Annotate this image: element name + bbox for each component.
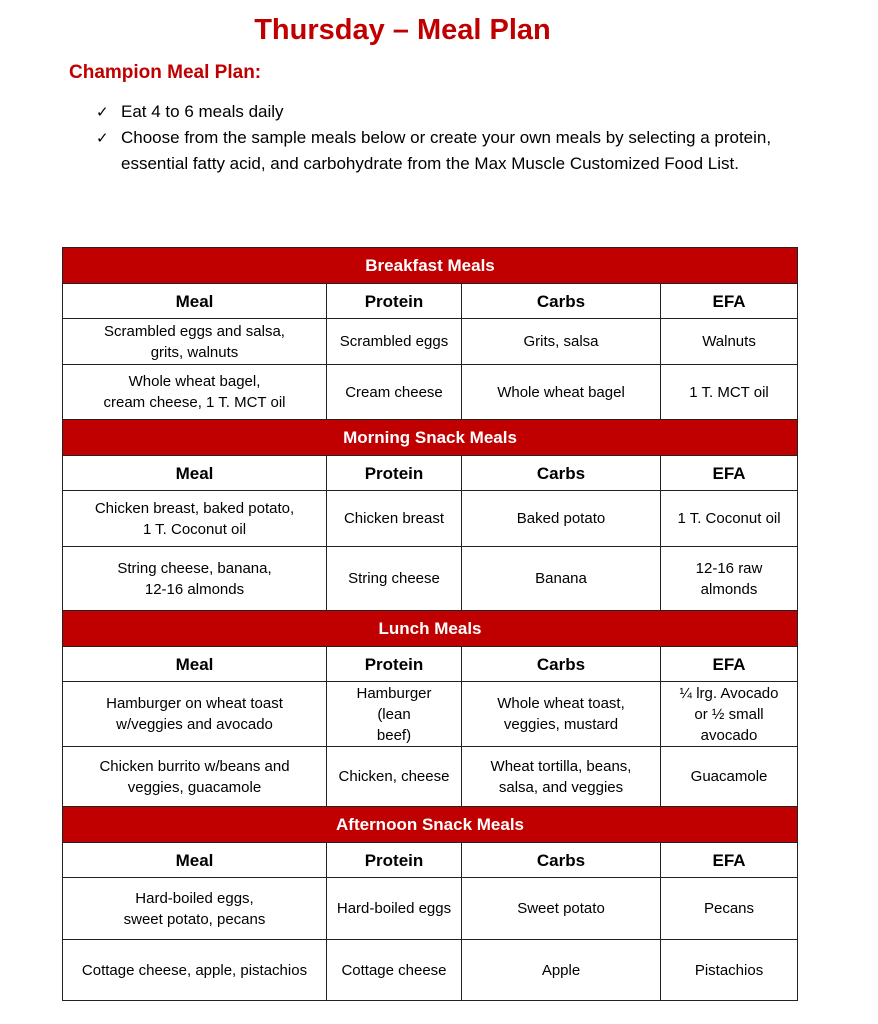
protein-cell: Hard-boiled eggs [327, 878, 462, 940]
column-header-meal: Meal [63, 843, 327, 878]
meal-cell: Scrambled eggs and salsa, grits, walnuts [63, 319, 327, 365]
efa-cell: 12-16 raw almonds [661, 547, 798, 611]
column-header-protein: Protein [327, 647, 462, 682]
instructions-list [96, 99, 796, 177]
carbs-cell: Sweet potato [462, 878, 661, 940]
efa-cell: 1 T. MCT oil [661, 365, 798, 420]
table-row [63, 491, 798, 547]
carbs-cell: Baked potato [462, 491, 661, 547]
column-header-carbs: Carbs [462, 843, 661, 878]
meal-cell: Hard-boiled eggs, sweet potato, pecans [63, 878, 327, 940]
meal-table [62, 247, 798, 1001]
column-header-protein: Protein [327, 843, 462, 878]
section-header-breakfast: Breakfast Meals [63, 248, 798, 284]
table-row [63, 878, 798, 940]
column-header-carbs: Carbs [462, 456, 661, 491]
column-header-efa: EFA [661, 647, 798, 682]
carbs-cell: Wheat tortilla, beans, salsa, and veggies [462, 747, 661, 807]
section-header-afternoon-snack: Afternoon Snack Meals [63, 807, 798, 843]
page-title: Thursday – Meal Plan [254, 14, 551, 46]
carbs-cell: Whole wheat toast, veggies, mustard [462, 682, 661, 747]
bullet-text: Eat 4 to 6 meals daily [121, 102, 284, 121]
column-header-protein: Protein [327, 284, 462, 319]
section-header-morning-snack: Morning Snack Meals [63, 420, 798, 456]
protein-cell: Scrambled eggs [327, 319, 462, 365]
table-row [63, 747, 798, 807]
efa-cell: Walnuts [661, 319, 798, 365]
column-header-efa: EFA [661, 456, 798, 491]
list-item [96, 125, 796, 177]
bullet-text: Choose from the sample meals below or create your own meals by selecting a protein, essential fatty acid, and carbohydrate from the Max Muscle Customized Food List. [121, 128, 772, 173]
efa-cell: Pistachios [661, 940, 798, 1001]
meal-cell: Hamburger on wheat toast w/veggies and avocado [63, 682, 327, 747]
column-header-efa: EFA [661, 843, 798, 878]
carbs-cell: Apple [462, 940, 661, 1001]
efa-cell: Pecans [661, 878, 798, 940]
meal-cell: Chicken breast, baked potato, 1 T. Coconut oil [63, 491, 327, 547]
carbs-cell: Banana [462, 547, 661, 611]
column-header-carbs: Carbs [462, 647, 661, 682]
meal-cell: Chicken burrito w/beans and veggies, guacamole [63, 747, 327, 807]
efa-cell: 1 T. Coconut oil [661, 491, 798, 547]
list-item [96, 99, 796, 125]
column-header-meal: Meal [63, 647, 327, 682]
table-row [63, 319, 798, 365]
column-header-efa: EFA [661, 284, 798, 319]
protein-cell: Chicken, cheese [327, 747, 462, 807]
meal-cell: Cottage cheese, apple, pistachios [63, 940, 327, 1001]
checkmark-icon: ✓ [96, 129, 109, 147]
protein-cell: Chicken breast [327, 491, 462, 547]
column-header-meal: Meal [63, 284, 327, 319]
protein-cell: Hamburger (lean beef) [327, 682, 462, 747]
checkmark-icon: ✓ [96, 103, 109, 121]
table-row [63, 940, 798, 1001]
efa-cell: ¼ lrg. Avocado or ½ small avocado [661, 682, 798, 747]
protein-cell: Cottage cheese [327, 940, 462, 1001]
carbs-cell: Grits, salsa [462, 319, 661, 365]
column-header-carbs: Carbs [462, 284, 661, 319]
protein-cell: String cheese [327, 547, 462, 611]
efa-cell: Guacamole [661, 747, 798, 807]
table-row [63, 682, 798, 747]
table-row [63, 365, 798, 420]
plan-subtitle: Champion Meal Plan: [69, 62, 262, 83]
section-header-lunch: Lunch Meals [63, 611, 798, 647]
column-header-meal: Meal [63, 456, 327, 491]
column-header-protein: Protein [327, 456, 462, 491]
table-row [63, 547, 798, 611]
carbs-cell: Whole wheat bagel [462, 365, 661, 420]
protein-cell: Cream cheese [327, 365, 462, 420]
meal-cell: Whole wheat bagel, cream cheese, 1 T. MCT oil [63, 365, 327, 420]
meal-cell: String cheese, banana, 12-16 almonds [63, 547, 327, 611]
